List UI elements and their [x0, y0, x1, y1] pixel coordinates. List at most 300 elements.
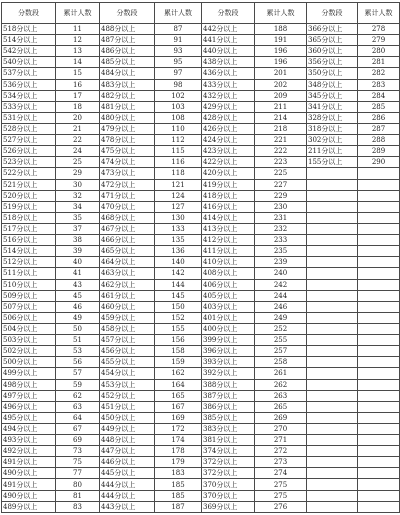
score-range-cell: 503分以上: [2, 335, 56, 346]
cumulative-count-cell: 127: [155, 201, 202, 212]
score-range-cell: [307, 301, 358, 312]
score-range-cell: 506分以上: [2, 312, 56, 323]
cumulative-count-cell: 51: [56, 335, 100, 346]
cumulative-count-cell: 279: [358, 35, 400, 46]
score-range-cell: 494分以上: [2, 423, 56, 434]
score-range-cell: 372分以上: [202, 468, 255, 479]
table-row: [2, 223, 400, 234]
cumulative-count-cell: 103: [155, 101, 202, 112]
score-range-cell: 445分以上: [100, 468, 155, 479]
cumulative-count-cell: 244: [255, 290, 307, 301]
cumulative-count-cell: 263: [255, 390, 307, 401]
score-range-cell: 420分以上: [202, 168, 255, 179]
score-range-cell: 536分以上: [2, 79, 56, 90]
cumulative-count-cell: 274: [255, 468, 307, 479]
table-row: [2, 290, 400, 301]
table-row: [2, 68, 400, 79]
score-range-cell: 521分以上: [2, 179, 56, 190]
score-range-cell: 369分以上: [202, 501, 255, 512]
cumulative-count-cell: 252: [255, 323, 307, 334]
cumulative-count-cell: 22: [56, 135, 100, 146]
cumulative-count-cell: 155: [155, 323, 202, 334]
score-range-cell: 455分以上: [100, 357, 155, 368]
table-row: [2, 368, 400, 379]
score-range-cell: 372分以上: [202, 457, 255, 468]
cumulative-count-cell: 91: [155, 35, 202, 46]
table-row: [2, 146, 400, 157]
cumulative-count-cell: 286: [358, 112, 400, 123]
table-row: [2, 479, 400, 490]
cumulative-count-cell: 57: [56, 368, 100, 379]
score-range-cell: 461分以上: [100, 290, 155, 301]
cumulative-count-cell: [358, 212, 400, 223]
table-row: [2, 157, 400, 168]
score-range-cell: 429分以上: [202, 101, 255, 112]
score-range-cell: 516分以上: [2, 235, 56, 246]
score-range-cell: [307, 390, 358, 401]
score-range-cell: 463分以上: [100, 268, 155, 279]
score-range-cell: [307, 190, 358, 201]
cumulative-count-cell: 152: [155, 312, 202, 323]
cumulative-count-cell: 165: [155, 390, 202, 401]
score-range-cell: 502分以上: [2, 346, 56, 357]
score-range-cell: 526分以上: [2, 146, 56, 157]
cumulative-count-cell: 142: [155, 268, 202, 279]
table-row: [2, 268, 400, 279]
score-range-cell: 385分以上: [202, 412, 255, 423]
score-range-cell: 424分以上: [202, 135, 255, 146]
score-range-cell: 448分以上: [100, 435, 155, 446]
cumulative-count-cell: 169: [155, 412, 202, 423]
cumulative-count-cell: 276: [255, 501, 307, 512]
cumulative-count-cell: 64: [56, 412, 100, 423]
score-range-cell: [307, 290, 358, 301]
cumulative-count-cell: 40: [56, 257, 100, 268]
cumulative-count-cell: [358, 235, 400, 246]
cumulative-count-cell: 73: [56, 446, 100, 457]
cumulative-count-cell: [358, 312, 400, 323]
cumulative-count-cell: 18: [56, 101, 100, 112]
cumulative-count-cell: 102: [155, 90, 202, 101]
score-range-cell: 531分以上: [2, 112, 56, 123]
score-range-cell: [307, 490, 358, 501]
table-header-row: [2, 3, 400, 24]
score-range-cell: 517分以上: [2, 223, 56, 234]
table-body: [2, 24, 400, 513]
score-range-cell: 444分以上: [100, 490, 155, 501]
score-range-cell: 462分以上: [100, 279, 155, 290]
score-range-cell: 423分以上: [202, 146, 255, 157]
score-range-cell: 474分以上: [100, 157, 155, 168]
score-range-cell: 540分以上: [2, 57, 56, 68]
cumulative-count-cell: [358, 479, 400, 490]
cumulative-count-cell: [358, 190, 400, 201]
table-row: [2, 423, 400, 434]
score-range-cell: 511分以上: [2, 268, 56, 279]
cumulative-count-cell: 239: [255, 257, 307, 268]
cumulative-count-cell: 233: [255, 235, 307, 246]
cumulative-count-cell: 174: [155, 435, 202, 446]
cumulative-count-cell: 110: [155, 123, 202, 134]
score-range-cell: 492分以上: [2, 446, 56, 457]
cumulative-count-cell: [358, 468, 400, 479]
score-range-cell: 542分以上: [2, 46, 56, 57]
cumulative-count-cell: 81: [56, 490, 100, 501]
cumulative-count-cell: 232: [255, 223, 307, 234]
table-row: [2, 201, 400, 212]
score-distribution-table: [1, 2, 400, 513]
score-range-cell: 514分以上: [2, 35, 56, 46]
cumulative-count-cell: [358, 357, 400, 368]
score-range-cell: 374分以上: [202, 446, 255, 457]
score-range-cell: 459分以上: [100, 312, 155, 323]
cumulative-count-cell: 13: [56, 46, 100, 57]
table-row: [2, 35, 400, 46]
cumulative-count-cell: 249: [255, 312, 307, 323]
cumulative-count-cell: [358, 201, 400, 212]
score-range-cell: [307, 412, 358, 423]
cumulative-count-cell: 32: [56, 190, 100, 201]
cumulative-count-cell: 20: [56, 112, 100, 123]
cumulative-count-cell: 39: [56, 246, 100, 257]
score-range-cell: 422分以上: [202, 157, 255, 168]
table-row: [2, 412, 400, 423]
cumulative-count-cell: 167: [155, 401, 202, 412]
score-range-cell: [307, 246, 358, 257]
cumulative-count-cell: 56: [56, 357, 100, 368]
score-range-cell: [307, 201, 358, 212]
cumulative-count-cell: 75: [56, 457, 100, 468]
cumulative-count-cell: 12: [56, 35, 100, 46]
score-range-cell: 454分以上: [100, 368, 155, 379]
cumulative-count-cell: [358, 346, 400, 357]
score-range-cell: 444分以上: [100, 479, 155, 490]
cumulative-count-cell: 235: [255, 246, 307, 257]
score-range-cell: 457分以上: [100, 335, 155, 346]
cumulative-count-cell: 187: [155, 501, 202, 512]
cumulative-count-cell: 191: [255, 35, 307, 46]
cumulative-count-cell: 221: [255, 135, 307, 146]
score-range-cell: 365分以上: [307, 35, 358, 46]
score-range-cell: 442分以上: [202, 24, 255, 35]
score-range-cell: 497分以上: [2, 390, 56, 401]
cumulative-count-cell: [358, 423, 400, 434]
score-range-cell: [307, 179, 358, 190]
score-range-cell: [307, 368, 358, 379]
score-range-cell: [307, 357, 358, 368]
score-range-cell: [307, 457, 358, 468]
score-range-cell: 470分以上: [100, 201, 155, 212]
score-range-cell: 406分以上: [202, 279, 255, 290]
score-range-cell: 487分以上: [100, 35, 155, 46]
score-range-cell: 465分以上: [100, 246, 155, 257]
table-row: [2, 346, 400, 357]
cumulative-count-cell: 188: [255, 24, 307, 35]
score-range-cell: 452分以上: [100, 390, 155, 401]
score-range-cell: 464分以上: [100, 257, 155, 268]
table-row: [2, 357, 400, 368]
score-range-cell: [307, 401, 358, 412]
header-cumulative-count-4: 累计人数: [358, 3, 400, 24]
score-range-cell: 466分以上: [100, 235, 155, 246]
table-row: [2, 301, 400, 312]
cumulative-count-cell: [358, 279, 400, 290]
score-range-cell: 328分以上: [307, 112, 358, 123]
cumulative-count-cell: 118: [155, 168, 202, 179]
table-row: [2, 101, 400, 112]
table-row: [2, 57, 400, 68]
table-row: [2, 79, 400, 90]
score-range-cell: 211分以上: [307, 146, 358, 157]
score-range-cell: 520分以上: [2, 190, 56, 201]
cumulative-count-cell: 258: [255, 357, 307, 368]
table-row: [2, 279, 400, 290]
cumulative-count-cell: 230: [255, 201, 307, 212]
score-range-cell: 481分以上: [100, 101, 155, 112]
score-range-cell: 410分以上: [202, 257, 255, 268]
table-row: [2, 190, 400, 201]
cumulative-count-cell: 35: [56, 212, 100, 223]
table-row: [2, 212, 400, 223]
cumulative-count-cell: 62: [56, 390, 100, 401]
cumulative-count-cell: 273: [255, 457, 307, 468]
header-score-range-3: 分数段: [202, 3, 255, 24]
cumulative-count-cell: 34: [56, 201, 100, 212]
cumulative-count-cell: [358, 490, 400, 501]
cumulative-count-cell: 271: [255, 435, 307, 446]
score-range-cell: 493分以上: [2, 435, 56, 446]
score-range-cell: 412分以上: [202, 235, 255, 246]
cumulative-count-cell: 183: [155, 468, 202, 479]
score-range-cell: 468分以上: [100, 212, 155, 223]
cumulative-count-cell: 211: [255, 101, 307, 112]
cumulative-count-cell: 255: [255, 335, 307, 346]
score-range-cell: 490分以上: [2, 490, 56, 501]
cumulative-count-cell: [358, 379, 400, 390]
cumulative-count-cell: 29: [56, 168, 100, 179]
table-row: [2, 490, 400, 501]
cumulative-count-cell: 98: [155, 79, 202, 90]
cumulative-count-cell: 16: [56, 79, 100, 90]
score-range-cell: [307, 279, 358, 290]
score-range-cell: 436分以上: [202, 68, 255, 79]
cumulative-count-cell: [358, 446, 400, 457]
cumulative-count-cell: [358, 457, 400, 468]
score-range-cell: 348分以上: [307, 79, 358, 90]
table-row: [2, 135, 400, 146]
cumulative-count-cell: 196: [255, 57, 307, 68]
cumulative-count-cell: 272: [255, 446, 307, 457]
table-row: [2, 90, 400, 101]
cumulative-count-cell: 218: [255, 123, 307, 134]
cumulative-count-cell: 144: [155, 279, 202, 290]
score-range-cell: 518分以上: [2, 24, 56, 35]
cumulative-count-cell: 63: [56, 401, 100, 412]
cumulative-count-cell: 87: [155, 24, 202, 35]
score-range-cell: 471分以上: [100, 190, 155, 201]
score-range-cell: 318分以上: [307, 123, 358, 134]
cumulative-count-cell: 30: [56, 179, 100, 190]
score-range-cell: 484分以上: [100, 68, 155, 79]
score-range-cell: [307, 312, 358, 323]
score-range-cell: 416分以上: [202, 201, 255, 212]
cumulative-count-cell: 282: [358, 68, 400, 79]
score-range-cell: 488分以上: [100, 24, 155, 35]
cumulative-count-cell: 196: [255, 46, 307, 57]
score-range-cell: 350分以上: [307, 68, 358, 79]
cumulative-count-cell: 202: [255, 79, 307, 90]
cumulative-count-cell: 83: [56, 501, 100, 512]
score-range-cell: 360分以上: [307, 46, 358, 57]
cumulative-count-cell: 158: [155, 346, 202, 357]
score-range-cell: 491分以上: [2, 457, 56, 468]
score-range-cell: 432分以上: [202, 90, 255, 101]
score-range-cell: 490分以上: [2, 468, 56, 479]
cumulative-count-cell: 246: [255, 301, 307, 312]
score-range-cell: 509分以上: [2, 290, 56, 301]
cumulative-count-cell: 285: [358, 101, 400, 112]
cumulative-count-cell: 50: [56, 323, 100, 334]
header-score-range-4: 分数段: [307, 3, 358, 24]
table-row: [2, 501, 400, 512]
table-row: [2, 468, 400, 479]
table-row: [2, 24, 400, 35]
score-range-cell: 458分以上: [100, 323, 155, 334]
score-range-cell: 400分以上: [202, 323, 255, 334]
cumulative-count-cell: 112: [155, 135, 202, 146]
score-range-cell: 411分以上: [202, 246, 255, 257]
score-range-cell: 499分以上: [2, 368, 56, 379]
score-range-cell: [307, 468, 358, 479]
cumulative-count-cell: [358, 390, 400, 401]
header-score-range-2: 分数段: [100, 3, 155, 24]
table-row: [2, 46, 400, 57]
score-range-cell: 447分以上: [100, 446, 155, 457]
score-range-cell: 386分以上: [202, 401, 255, 412]
score-range-cell: 401分以上: [202, 312, 255, 323]
cumulative-count-cell: 281: [358, 57, 400, 68]
cumulative-count-cell: 223: [255, 157, 307, 168]
cumulative-count-cell: 225: [255, 168, 307, 179]
cumulative-count-cell: 287: [358, 123, 400, 134]
cumulative-count-cell: 140: [155, 257, 202, 268]
cumulative-count-cell: 24: [56, 146, 100, 157]
cumulative-count-cell: 269: [255, 412, 307, 423]
cumulative-count-cell: 121: [155, 179, 202, 190]
cumulative-count-cell: [358, 223, 400, 234]
table-row: [2, 312, 400, 323]
score-range-cell: 419分以上: [202, 179, 255, 190]
cumulative-count-cell: 185: [155, 490, 202, 501]
cumulative-count-cell: 11: [56, 24, 100, 35]
score-range-cell: 527分以上: [2, 135, 56, 146]
header-cumulative-count-3: 累计人数: [255, 3, 307, 24]
cumulative-count-cell: 261: [255, 368, 307, 379]
table-row: [2, 390, 400, 401]
score-range-cell: 504分以上: [2, 323, 56, 334]
cumulative-count-cell: 270: [255, 423, 307, 434]
score-range-cell: 399分以上: [202, 335, 255, 346]
score-range-cell: [307, 479, 358, 490]
cumulative-count-cell: [358, 501, 400, 512]
score-range-cell: 460分以上: [100, 301, 155, 312]
cumulative-count-cell: 15: [56, 68, 100, 79]
cumulative-count-cell: 231: [255, 212, 307, 223]
score-range-cell: 456分以上: [100, 346, 155, 357]
score-range-cell: 414分以上: [202, 212, 255, 223]
score-range-cell: 519分以上: [2, 201, 56, 212]
score-range-cell: 479分以上: [100, 123, 155, 134]
score-range-cell: 489分以上: [2, 501, 56, 512]
cumulative-count-cell: 17: [56, 90, 100, 101]
score-range-cell: 408分以上: [202, 268, 255, 279]
cumulative-count-cell: 275: [255, 490, 307, 501]
score-range-cell: 467分以上: [100, 223, 155, 234]
score-range-cell: [307, 435, 358, 446]
score-range-cell: 523分以上: [2, 157, 56, 168]
table-row: [2, 323, 400, 334]
score-range-cell: [307, 446, 358, 457]
cumulative-count-cell: 283: [358, 79, 400, 90]
score-range-cell: 498分以上: [2, 379, 56, 390]
score-range-cell: 451分以上: [100, 401, 155, 412]
cumulative-count-cell: 135: [155, 235, 202, 246]
cumulative-count-cell: 289: [358, 146, 400, 157]
table-row: [2, 257, 400, 268]
cumulative-count-cell: [358, 435, 400, 446]
cumulative-count-cell: 201: [255, 68, 307, 79]
score-range-cell: [307, 223, 358, 234]
cumulative-count-cell: 38: [56, 235, 100, 246]
table-row: [2, 246, 400, 257]
cumulative-count-cell: [358, 246, 400, 257]
score-range-cell: 473分以上: [100, 168, 155, 179]
score-range-cell: [307, 257, 358, 268]
score-range-cell: 534分以上: [2, 90, 56, 101]
score-range-cell: [307, 346, 358, 357]
score-range-cell: 155分以上: [307, 157, 358, 168]
score-range-cell: 356分以上: [307, 57, 358, 68]
score-range-cell: 387分以上: [202, 390, 255, 401]
header-cumulative-count-1: 累计人数: [56, 3, 100, 24]
cumulative-count-cell: 46: [56, 301, 100, 312]
cumulative-count-cell: 156: [155, 335, 202, 346]
cumulative-count-cell: [358, 257, 400, 268]
cumulative-count-cell: 130: [155, 212, 202, 223]
cumulative-count-cell: 116: [155, 157, 202, 168]
cumulative-count-cell: [358, 323, 400, 334]
cumulative-count-cell: 242: [255, 279, 307, 290]
cumulative-count-cell: [358, 179, 400, 190]
score-range-cell: 441分以上: [202, 35, 255, 46]
score-range-cell: [307, 323, 358, 334]
score-range-cell: 446分以上: [100, 457, 155, 468]
score-range-cell: 341分以上: [307, 101, 358, 112]
score-range-cell: 393分以上: [202, 357, 255, 368]
score-range-cell: 512分以上: [2, 257, 56, 268]
table-row: [2, 235, 400, 246]
cumulative-count-cell: 49: [56, 312, 100, 323]
score-range-cell: 405分以上: [202, 290, 255, 301]
cumulative-count-cell: 69: [56, 435, 100, 446]
cumulative-count-cell: 145: [155, 290, 202, 301]
score-range-cell: 478分以上: [100, 135, 155, 146]
table-row: [2, 457, 400, 468]
cumulative-count-cell: 290: [358, 157, 400, 168]
cumulative-count-cell: [358, 301, 400, 312]
cumulative-count-cell: 229: [255, 190, 307, 201]
score-range-cell: 453分以上: [100, 379, 155, 390]
